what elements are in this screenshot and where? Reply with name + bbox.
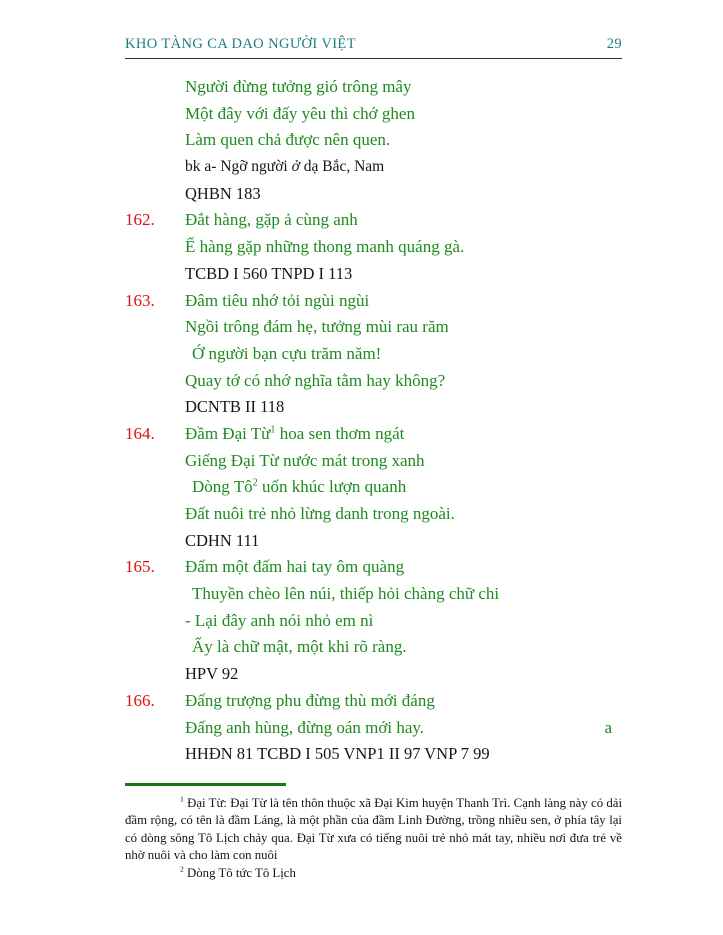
running-title: KHO TÀNG CA DAO NGƯỜI VIỆT [125, 36, 356, 52]
text-segment: Ngồi trông đám hẹ, tưởng mùi rau răm [185, 317, 449, 337]
text-segment: dạ Bắc, Nam [299, 158, 385, 176]
text-segment: - Lại đây anh nói nhỏ em nì [185, 610, 374, 630]
poem-line [125, 554, 622, 581]
text-segment: hoa sen thơm ngát [275, 423, 405, 443]
poem-line [125, 688, 622, 715]
entry-number: 162. [125, 210, 155, 230]
text-segment: Đầm Đại Từ [185, 423, 271, 443]
footnote-list [125, 795, 622, 882]
text-segment: Đấng anh hùng, đừng oán mới hay. [185, 717, 425, 737]
entries-list [125, 74, 622, 768]
page-header [125, 36, 622, 59]
footnotes-section [125, 783, 622, 882]
refs-text: HHĐN 81 TCBD I 505 VNP1 II 97 VNP 7 99 [185, 744, 490, 764]
text-segment: Đấm một đấm hai tay ôm quàng [185, 557, 405, 577]
text-segment: Đắt hàng, gặp ả cùng anh [185, 210, 358, 230]
poem-line [125, 288, 622, 315]
superscript-marker: 2 [252, 477, 258, 489]
poem-line [125, 368, 622, 395]
poem-line [125, 448, 622, 475]
text-segment: Thuyền chèo lên núi, thiếp hỏi chàng chữ chi [192, 584, 500, 604]
refs-text: CDHN 111 [185, 530, 260, 550]
poem-line [125, 634, 622, 661]
refs-text: QHBN 183 [185, 183, 261, 203]
superscript-marker: 1 [270, 424, 276, 436]
entry-number: 166. [125, 690, 155, 710]
poem-line [125, 608, 622, 635]
text-segment: Đất nuôi trẻ nhỏ lừng danh trong ngoài. [185, 504, 455, 523]
margin-note: a [604, 717, 612, 737]
entry-number: 165. [125, 557, 155, 577]
poem-line [125, 207, 622, 234]
text-segment: bk a- Ngỡ người [185, 158, 292, 176]
text-segment: Người đừng tưởng gió trông mây [185, 77, 412, 96]
text-segment: Một đây với đấy yêu thì chớ ghen [185, 103, 415, 123]
poem-line [125, 715, 622, 742]
poem-line [125, 101, 622, 128]
text-segment: Dòng Tô [192, 477, 253, 497]
refs-text: DCNTB II 118 [185, 397, 285, 417]
italic-text: ở [291, 158, 300, 176]
source-refs [125, 181, 622, 208]
poem-line [125, 127, 622, 154]
text-segment: Quay tớ có nhớ nghĩa tằm hay không? [185, 370, 446, 390]
poem-line [125, 74, 622, 101]
footnote-marker: 2 [180, 864, 184, 874]
footnote-text: Dòng Tô tức Tô Lịch [183, 865, 296, 880]
variant-note [125, 154, 622, 181]
page-number: 29 [606, 36, 622, 52]
poem-line [125, 421, 622, 448]
source-refs [125, 261, 622, 288]
poem-line [125, 314, 622, 341]
text-segment: Giếng Đại Từ nước mát trong xanh [185, 450, 425, 470]
poem-line [125, 341, 622, 368]
text-segment: Ấy là chữ mật, một khi rõ ràng. [192, 637, 407, 657]
footnote-separator [125, 783, 286, 786]
text-segment: Đâm tiêu nhớ tỏi ngùi ngùi [185, 290, 370, 310]
poem-line [125, 501, 622, 528]
footnote [125, 865, 622, 882]
text-segment: Đấng trượng phu đừng thù mới đáng [185, 690, 435, 710]
entry-number: 164. [125, 423, 155, 443]
poem-line [125, 581, 622, 608]
poem-line [125, 234, 622, 261]
text-segment: Ớ người bạn cựu trăm năm! [192, 343, 382, 363]
footnote-marker: 1 [180, 794, 184, 804]
source-refs [125, 741, 622, 768]
source-refs [125, 661, 622, 688]
source-refs [125, 528, 622, 555]
footnote [125, 795, 622, 865]
text-segment: Ế hàng gặp những thong manh quáng gà. [185, 237, 465, 257]
text-segment: Làm quen chả được nên quen. [185, 130, 391, 150]
refs-text: HPV 92 [185, 664, 239, 684]
refs-text: TCBD I 560 TNPD I 113 [185, 263, 353, 283]
poem-line [125, 474, 622, 501]
footnote-text: Đại Từ: Đại Từ là tên thôn thuộc xã Đại Kim huyện Thanh Trì. Cạnh làng này có dải đầm rộng, có tên là đầm Láng, là một phần của đầm Linh Đường, trồng nhiều sen, ở phía tây lại có dòng sông Tô Lịch chảy qua. Đại Từ xưa có tiếng nuôi trẻ nhỏ mát tay, nhiều nơi đưa trẻ về nhờ nuôi và cho làm con nuôi [125, 796, 622, 863]
source-refs [125, 394, 622, 421]
text-segment: uốn khúc lượn quanh [257, 477, 407, 497]
entry-number: 163. [125, 290, 155, 310]
